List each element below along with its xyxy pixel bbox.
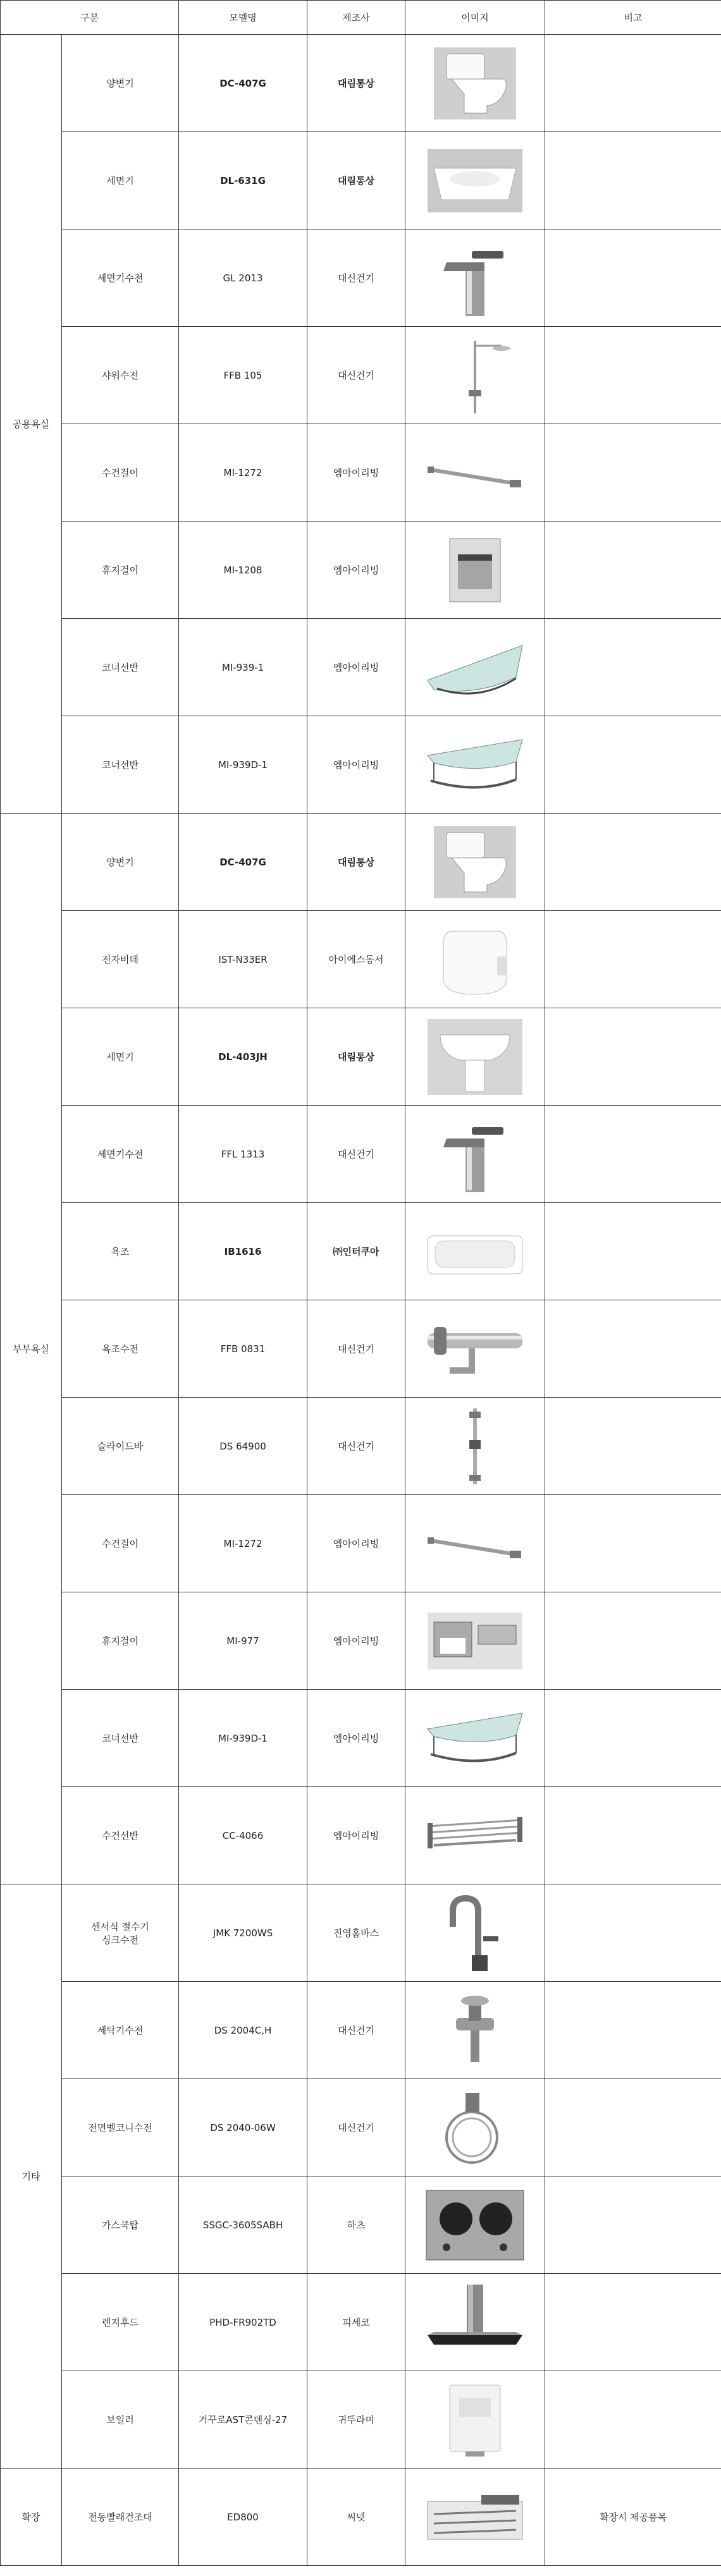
table-row	[1, 1592, 721, 1690]
bathtub-icon	[421, 1211, 529, 1293]
note-cell	[545, 229, 721, 327]
maker-cell: 엠아이리빙	[307, 1690, 405, 1787]
note-cell	[545, 35, 721, 132]
model-cell: MI-977	[179, 1592, 307, 1690]
header-category: 구분	[1, 1, 179, 35]
towel-shelf-icon	[421, 1795, 529, 1877]
maker-cell: 씨넷	[307, 2469, 405, 2566]
boiler-icon	[421, 2379, 529, 2461]
model-cell: MI-1208	[179, 522, 307, 619]
table-row	[1, 132, 721, 229]
item-name: 수건걸이	[62, 1495, 179, 1592]
hose-tap-icon	[421, 2087, 529, 2169]
corner-shelf-double-icon	[421, 724, 529, 806]
table-row	[1, 2371, 721, 2469]
table-row	[1, 35, 721, 132]
header-note: 비고	[545, 1, 721, 35]
group-label: 기타	[1, 1884, 62, 2469]
model-cell: CC-4066	[179, 1787, 307, 1884]
image-cell	[405, 424, 545, 522]
double-paper-holder-icon	[421, 1600, 529, 1682]
image-cell	[405, 619, 545, 716]
image-cell	[405, 716, 545, 814]
table-row	[1, 716, 721, 814]
image-cell	[405, 1008, 545, 1106]
header-model: 모델명	[179, 1, 307, 35]
model-cell: SSGC-3605SABH	[179, 2176, 307, 2274]
item-name: 수건선반	[62, 1787, 179, 1884]
group-label: 부부욕실	[1, 814, 62, 1884]
maker-cell: 대림통상	[307, 814, 405, 911]
maker-cell: 대신건기	[307, 1982, 405, 2079]
image-cell	[405, 35, 545, 132]
table-row	[1, 2274, 721, 2371]
maker-cell: 대신건기	[307, 1398, 405, 1495]
washer-tap-icon	[421, 1989, 529, 2072]
item-name: 세면기	[62, 1008, 179, 1106]
image-cell	[405, 814, 545, 911]
header-maker: 제조사	[307, 1, 405, 35]
note-cell	[545, 814, 721, 911]
image-cell	[405, 911, 545, 1008]
item-name: 코너선반	[62, 716, 179, 814]
model-cell: DS 2004C,H	[179, 1982, 307, 2079]
faucet-icon	[421, 1113, 529, 1195]
item-name: 양변기	[62, 814, 179, 911]
towel-bar-icon	[421, 1503, 529, 1585]
note-cell	[545, 2079, 721, 2176]
item-name: 전동빨래건조대	[62, 2469, 179, 2566]
maker-cell: 진영홈바스	[307, 1884, 405, 1982]
model-cell: MI-1272	[179, 1495, 307, 1592]
note-cell	[545, 1495, 721, 1592]
item-name: 가스쿡탑	[62, 2176, 179, 2274]
maker-cell: 피세코	[307, 2274, 405, 2371]
maker-cell: 엠아이리빙	[307, 1787, 405, 1884]
image-cell	[405, 2371, 545, 2469]
maker-cell: 귀뚜라미	[307, 2371, 405, 2469]
image-cell	[405, 2274, 545, 2371]
basin-icon	[421, 140, 529, 222]
toilet-icon	[421, 821, 529, 903]
table-row	[1, 1398, 721, 1495]
image-cell	[405, 132, 545, 229]
table-row	[1, 814, 721, 911]
maker-cell: 대신건기	[307, 1300, 405, 1398]
range-hood-icon	[421, 2281, 529, 2364]
item-name: 코너선반	[62, 1690, 179, 1787]
table-row	[1, 229, 721, 327]
maker-cell: 엠아이리빙	[307, 424, 405, 522]
note-cell	[545, 1690, 721, 1787]
image-cell	[405, 2469, 545, 2566]
table-row	[1, 327, 721, 424]
item-name: 욕조수전	[62, 1300, 179, 1398]
model-cell: MI-939D-1	[179, 1690, 307, 1787]
item-name: 전자비데	[62, 911, 179, 1008]
table-row	[1, 1008, 721, 1106]
note-cell	[545, 1592, 721, 1690]
item-name: 세면기	[62, 132, 179, 229]
table-row	[1, 1690, 721, 1787]
note-cell	[545, 1300, 721, 1398]
maker-cell: 대신건기	[307, 327, 405, 424]
model-cell: FFB 105	[179, 327, 307, 424]
group-label: 확장	[1, 2469, 62, 2566]
item-name: 슬라이드바	[62, 1398, 179, 1495]
table-row	[1, 911, 721, 1008]
model-cell: DL-631G	[179, 132, 307, 229]
model-cell: PHD-FR902TD	[179, 2274, 307, 2371]
maker-cell: 엠아이리빙	[307, 619, 405, 716]
model-cell: JMK 7200WS	[179, 1884, 307, 1982]
model-cell: DS 2040-06W	[179, 2079, 307, 2176]
item-name: 수건걸이	[62, 424, 179, 522]
note-cell: 확장시 제공품목	[545, 2469, 721, 2566]
image-cell	[405, 229, 545, 327]
toilet-icon	[421, 42, 529, 125]
note-cell	[545, 1008, 721, 1106]
note-cell	[545, 1203, 721, 1300]
gas-cooktop-icon	[421, 2184, 529, 2266]
image-cell	[405, 2176, 545, 2274]
table-row	[1, 1495, 721, 1592]
maker-cell: 엠아이리빙	[307, 1495, 405, 1592]
model-cell: MI-939-1	[179, 619, 307, 716]
image-cell	[405, 1884, 545, 1982]
table-row	[1, 424, 721, 522]
note-cell	[545, 619, 721, 716]
item-name: 전면벨코니수전	[62, 2079, 179, 2176]
note-cell	[545, 2274, 721, 2371]
item-name: 욕조	[62, 1203, 179, 1300]
pedestal-basin-icon	[421, 1016, 529, 1098]
corner-shelf-icon	[421, 626, 529, 709]
model-cell: DL-403JH	[179, 1008, 307, 1106]
note-cell	[545, 2371, 721, 2469]
slide-bar-icon	[421, 1405, 529, 1487]
table-row	[1, 1787, 721, 1884]
note-cell	[545, 911, 721, 1008]
image-cell	[405, 1203, 545, 1300]
note-cell	[545, 522, 721, 619]
note-cell	[545, 424, 721, 522]
table-row	[1, 619, 721, 716]
image-cell	[405, 1398, 545, 1495]
maker-cell: 대신건기	[307, 1106, 405, 1203]
table-row	[1, 1982, 721, 2079]
maker-cell: 엠아이리빙	[307, 1592, 405, 1690]
image-cell	[405, 1690, 545, 1787]
note-cell	[545, 132, 721, 229]
image-cell	[405, 1300, 545, 1398]
model-cell: FFL 1313	[179, 1106, 307, 1203]
model-cell: DC-407G	[179, 814, 307, 911]
note-cell	[545, 1884, 721, 1982]
image-cell	[405, 1982, 545, 2079]
header-image: 이미지	[405, 1, 545, 35]
model-cell: 거꾸로AST콘덴싱-27	[179, 2371, 307, 2469]
model-cell: GL 2013	[179, 229, 307, 327]
header-row	[1, 1, 721, 35]
model-cell: DS 64900	[179, 1398, 307, 1495]
maker-cell: ㈜인터쿠아	[307, 1203, 405, 1300]
item-name: 센서식 절수기 싱크수전	[62, 1884, 179, 1982]
shower-icon	[421, 334, 529, 417]
item-name: 코너선반	[62, 619, 179, 716]
maker-cell: 대신건기	[307, 229, 405, 327]
sink-faucet-icon	[421, 1892, 529, 1974]
maker-cell: 대림통상	[307, 1008, 405, 1106]
maker-cell: 엠아이리빙	[307, 716, 405, 814]
maker-cell: 엠아이리빙	[307, 522, 405, 619]
note-cell	[545, 1398, 721, 1495]
item-name: 렌지후드	[62, 2274, 179, 2371]
note-cell	[545, 1787, 721, 1884]
bath-faucet-icon	[421, 1308, 529, 1390]
note-cell	[545, 327, 721, 424]
corner-shelf-double-icon	[421, 1697, 529, 1779]
paper-holder-icon	[421, 529, 529, 611]
note-cell	[545, 716, 721, 814]
table-row	[1, 1300, 721, 1398]
table-row	[1, 522, 721, 619]
item-name: 세면기수전	[62, 1106, 179, 1203]
item-name: 양변기	[62, 35, 179, 132]
item-name: 휴지걸이	[62, 522, 179, 619]
maker-cell: 대신건기	[307, 2079, 405, 2176]
image-cell	[405, 2079, 545, 2176]
note-cell	[545, 2176, 721, 2274]
note-cell	[545, 1982, 721, 2079]
faucet-icon	[421, 237, 529, 319]
maker-cell: 아이에스동서	[307, 911, 405, 1008]
model-cell: IB1616	[179, 1203, 307, 1300]
image-cell	[405, 1106, 545, 1203]
item-name: 세면기수전	[62, 229, 179, 327]
group-label: 공용욕실	[1, 35, 62, 814]
item-name: 보일러	[62, 2371, 179, 2469]
drying-rack-icon	[421, 2476, 529, 2558]
table-row	[1, 2469, 721, 2566]
model-cell: DC-407G	[179, 35, 307, 132]
table-row	[1, 1106, 721, 1203]
image-cell	[405, 522, 545, 619]
table-row	[1, 2176, 721, 2274]
item-name: 휴지걸이	[62, 1592, 179, 1690]
maker-cell: 대림통상	[307, 132, 405, 229]
model-cell: MI-1272	[179, 424, 307, 522]
maker-cell: 하츠	[307, 2176, 405, 2274]
note-cell	[545, 1106, 721, 1203]
table-row	[1, 1203, 721, 1300]
towel-bar-icon	[421, 432, 529, 514]
image-cell	[405, 327, 545, 424]
bidet-icon	[421, 919, 529, 1001]
item-name: 샤워수전	[62, 327, 179, 424]
model-cell: FFB 0831	[179, 1300, 307, 1398]
maker-cell: 대림통상	[307, 35, 405, 132]
model-cell: IST-N33ER	[179, 911, 307, 1008]
image-cell	[405, 1592, 545, 1690]
image-cell	[405, 1787, 545, 1884]
model-cell: MI-939D-1	[179, 716, 307, 814]
model-cell: ED800	[179, 2469, 307, 2566]
item-name: 세탁기수전	[62, 1982, 179, 2079]
image-cell	[405, 1495, 545, 1592]
table-row	[1, 1884, 721, 1982]
table-row	[1, 2079, 721, 2176]
